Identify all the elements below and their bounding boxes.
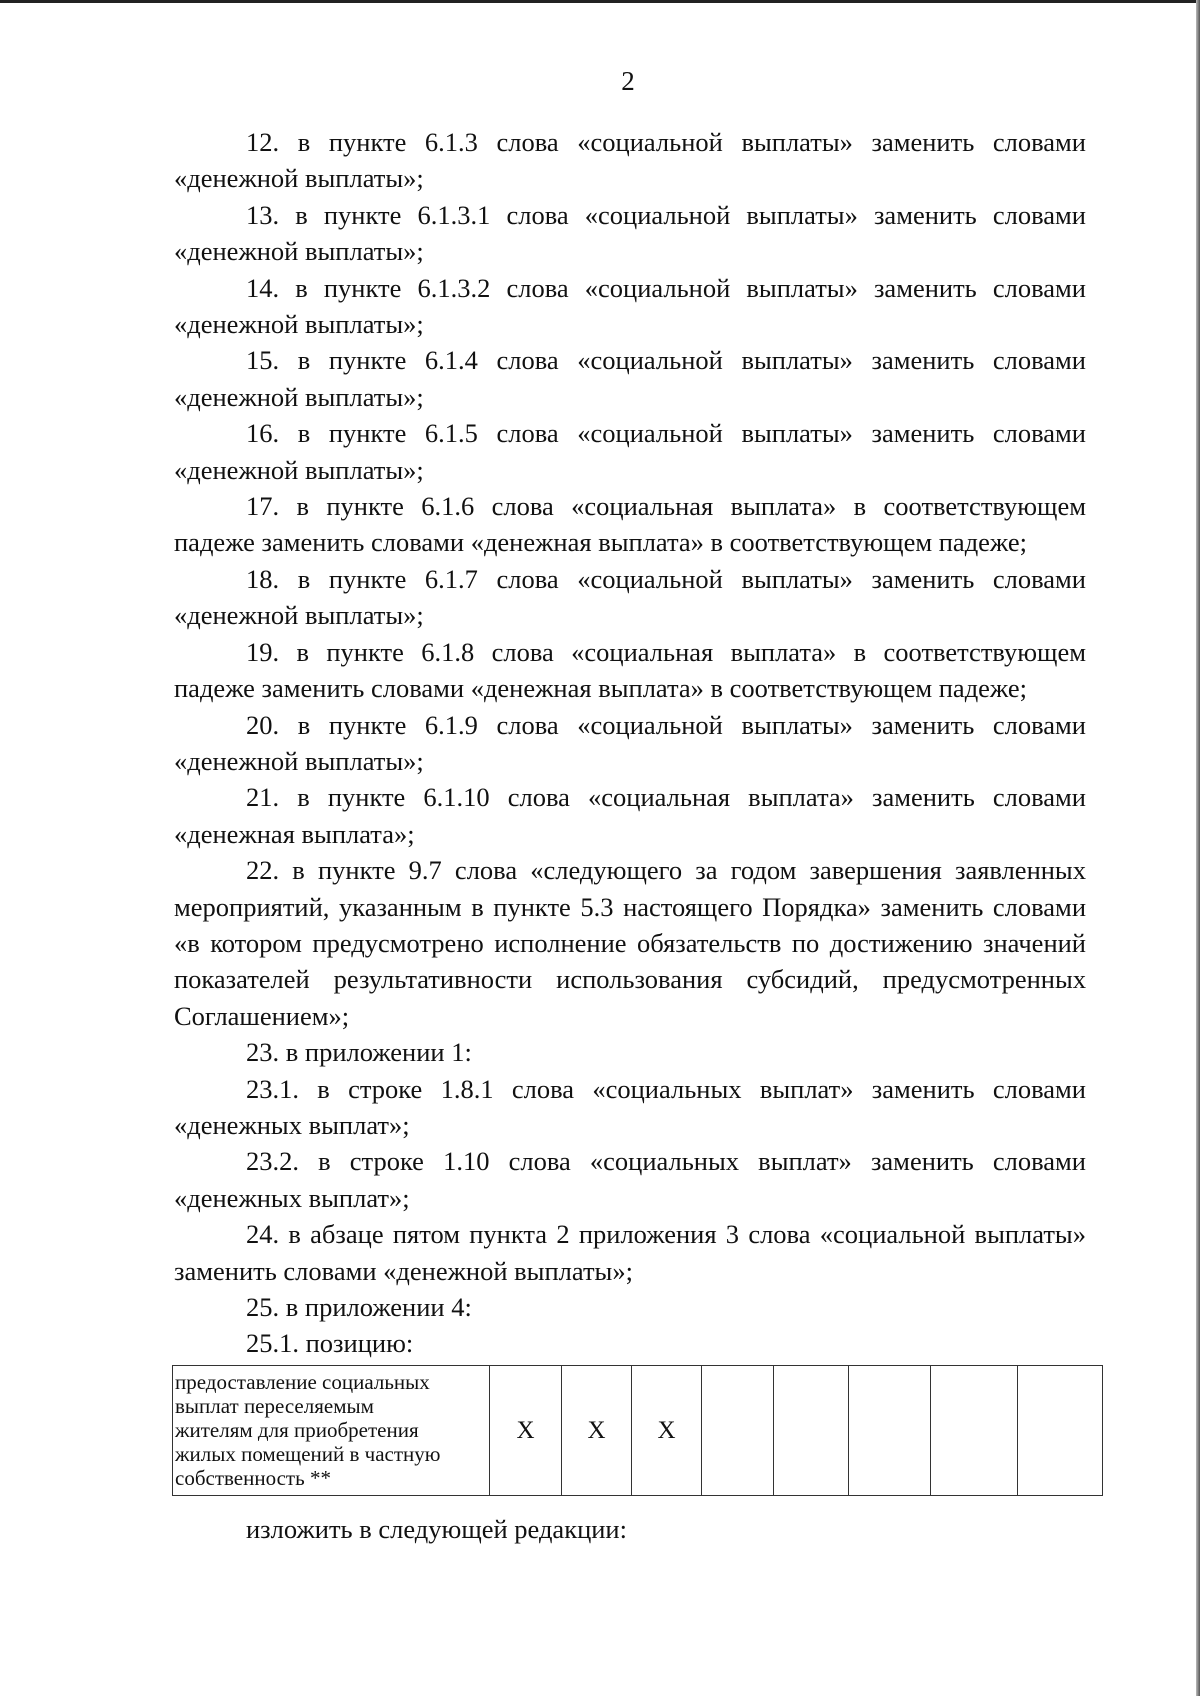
amendment-item-16: 16. в пункте 6.1.5 слова «социальной выплаты» заменить словами «денежной выплаты»;: [174, 418, 1086, 485]
description-line: жителям для приобретения: [175, 1418, 419, 1442]
table-cell: [1018, 1366, 1103, 1496]
closing-line: изложить в следующей редакции:: [246, 1514, 627, 1544]
amendment-item-23-1: 23.1. в строке 1.8.1 слова «социальных выплат» заменить словами «денежных выплат»;: [174, 1073, 1086, 1140]
amendment-item-21: 21. в пункте 6.1.10 слова «социальная выплата» заменить словами «денежная выплата»;: [174, 782, 1086, 849]
amendment-item-25-1: 25.1. позицию:: [246, 1328, 414, 1359]
table-row: [173, 1366, 1103, 1496]
description-line: жилых помещений в частную: [175, 1442, 441, 1466]
amendment-item-17: 17. в пункте 6.1.6 слова «социальная выплата» в соответствующем падеже заменить словами «денежная выплата» в соответствующем падеже;: [174, 491, 1086, 558]
table-cell: X: [490, 1366, 562, 1496]
table-cell: X: [562, 1366, 632, 1496]
amendment-item-19: 19. в пункте 6.1.8 слова «социальная выплата» в соответствующем падеже заменить словами «денежная выплата» в соответствующем падеже;: [174, 636, 1086, 704]
amendment-item-18: 18. в пункте 6.1.7 слова «социальной выплаты» заменить словами «денежной выплаты»;: [174, 563, 1086, 631]
amendment-item-15: 15. в пункте 6.1.4 слова «социальной выплаты» заменить словами «денежной выплаты»;: [174, 345, 1086, 412]
amendment-item-25: 25. в приложении 4:: [246, 1292, 472, 1322]
description-line: собственность **: [175, 1466, 331, 1490]
position-table: [172, 1365, 1103, 1496]
amendment-item-14: 14. в пункте 6.1.3.2 слова «социальной выплаты» заменить словами «денежной выплаты»;: [174, 272, 1086, 340]
amendment-item-23: 23. в приложении 1:: [246, 1037, 472, 1068]
scan-top-edge: [0, 0, 1200, 3]
scan-right-edge: [1196, 0, 1200, 1696]
amendment-item-13: 13. в пункте 6.1.3.1 слова «социальной выплаты» заменить словами «денежной выплаты»;: [174, 199, 1086, 267]
table-cell: [774, 1366, 849, 1496]
table-cell: [849, 1366, 931, 1496]
amendments-list: [174, 124, 1086, 1362]
amendment-item-23-2: 23.2. в строке 1.10 слова «социальных выплат» заменить словами «денежных выплат»;: [174, 1146, 1086, 1213]
table-cell: [702, 1366, 774, 1496]
description-line: выплат переселяемым: [175, 1394, 374, 1418]
description-line: предоставление социальных: [175, 1370, 430, 1394]
amendment-item-20: 20. в пункте 6.1.9 слова «социальной выплаты» заменить словами «денежной выплаты»;: [174, 709, 1086, 776]
amendment-item-22: 22. в пункте 9.7 слова «следующего за годом завершения заявленных мероприятий, указанным в пункте 5.3 настоящего Порядка» заменить словами «в котором предусмотрено исполнение обязательств по достижению значений показателей результативности использования субсидий, предусмотренных Соглашением»;: [174, 855, 1086, 1031]
amendment-item-12: 12. в пункте 6.1.3 слова «социальной выплаты» заменить словами «денежной выплаты»;: [174, 127, 1086, 194]
position-description: [173, 1366, 490, 1496]
table-cell: [931, 1366, 1018, 1496]
amendment-item-24: 24. в абзаце пятом пункта 2 приложения 3 слова «социальной выплаты» заменить словами «денежной выплаты»;: [174, 1219, 1086, 1286]
table-cell: X: [632, 1366, 702, 1496]
page-number: 2: [621, 66, 635, 96]
